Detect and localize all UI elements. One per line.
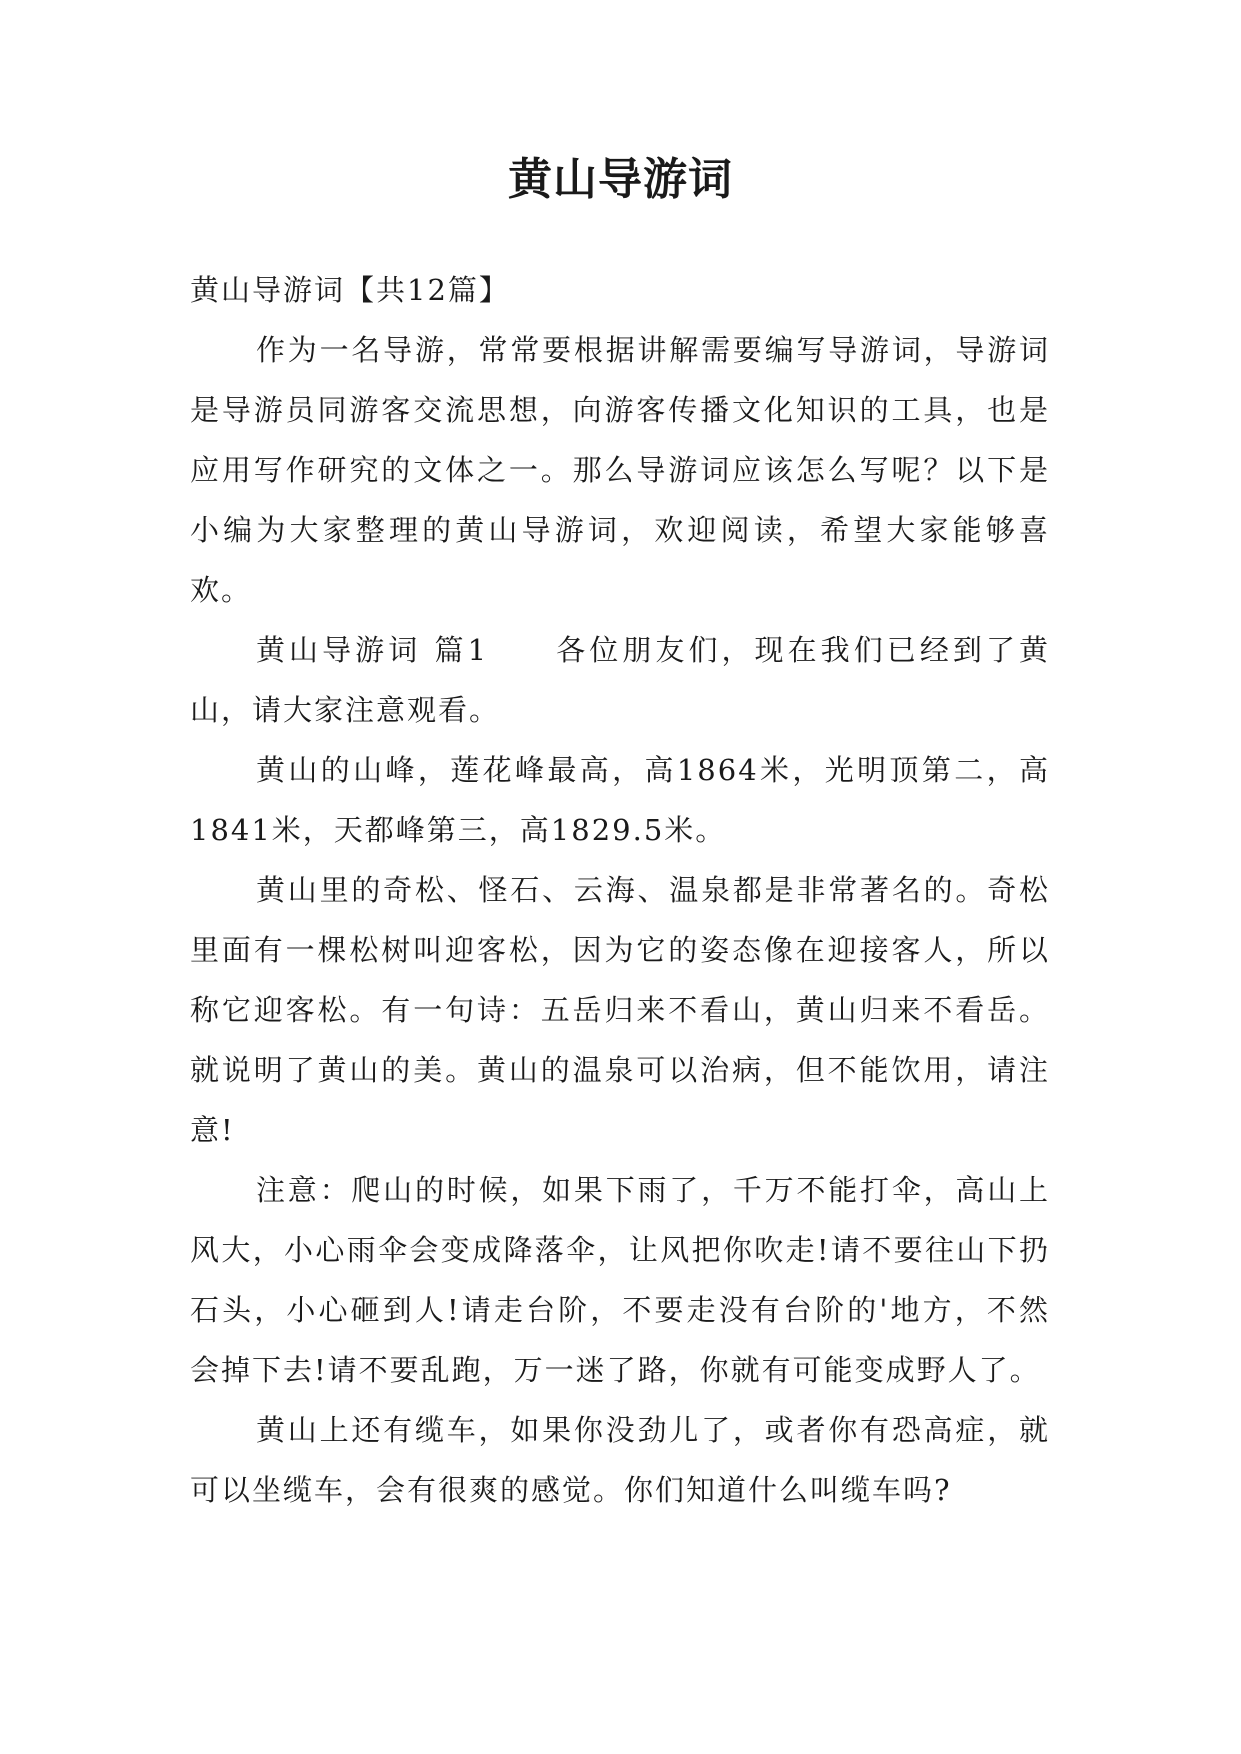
safety-paragraph: 注意：爬山的时候，如果下雨了，千万不能打伞，高山上风大，小心雨伞会变成降落伞，让风把你吹走!请不要往山下扔石头，小心砸到人!请走台阶，不要走没有台阶的'地方，不然会掉下去!请不要乱跑，万一迷了路，你就有可能变成野人了。 (190, 1173, 1050, 1387)
cable-car-paragraph: 黄山上还有缆车，如果你没劲儿了，或者你有恐高症，就可以坐缆车，会有很爽的感觉。你们知道什么叫缆车吗? (190, 1413, 1050, 1507)
scenery-paragraph: 黄山里的奇松、怪石、云海、温泉都是非常著名的。奇松里面有一棵松树叫迎客松，因为它的姿态像在迎接客人，所以称它迎客松。有一句诗：五岳归来不看山，黄山归来不看岳。就说明了黄山的美。黄山的温泉可以治病，但不能饮用，请注意! (190, 873, 1050, 1147)
section-1-paragraph: 黄山导游词 篇1 各位朋友们，现在我们已经到了黄山，请大家注意观看。 (190, 633, 1050, 727)
intro-paragraph: 作为一名导游，常常要根据讲解需要编写导游词，导游词是导游员同游客交流思想，向游客传播文化知识的工具，也是应用写作研究的文体之一。那么导游词应该怎么写呢？以下是小编为大家整理的黄山导游词，欢迎阅读，希望大家能够喜欢。 (190, 333, 1050, 607)
peaks-paragraph: 黄山的山峰，莲花峰最高，高1864米，光明顶第二，高1841米，天都峰第三，高1829.5米。 (190, 753, 1050, 847)
document-subtitle: 黄山导游词【共12篇】 (190, 273, 510, 307)
document-title: 黄山导游词 (508, 154, 733, 205)
document-body (190, 260, 1050, 1520)
